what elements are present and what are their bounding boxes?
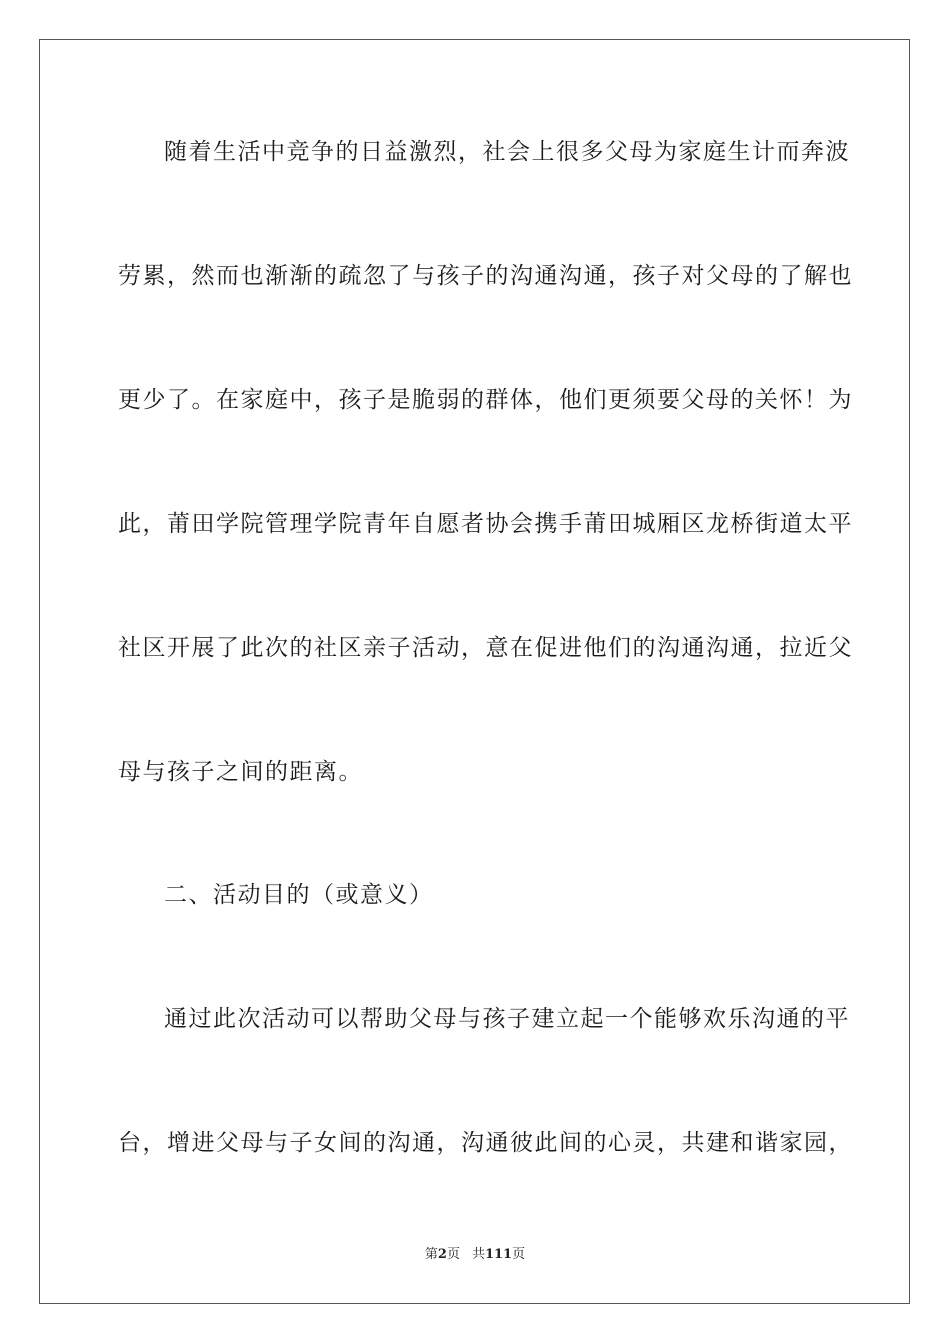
paragraph-line: 劳累，然而也渐渐的疏忽了与孩子的沟通沟通，孩子对父母的了解也 <box>118 263 853 289</box>
page-frame <box>39 39 910 1304</box>
page-label-prefix: 第 <box>424 1247 438 1262</box>
page-number: 2 <box>437 1247 447 1262</box>
page-footer <box>0 1246 950 1264</box>
total-label-prefix: 共 <box>471 1247 485 1262</box>
section-heading: 二、活动目的（或意义） <box>164 882 434 908</box>
paragraph-line: 更少了。在家庭中，孩子是脆弱的群体，他们更须要父母的关怀！为 <box>118 387 853 413</box>
paragraph-line: 此，莆田学院管理学院青年自愿者协会携手莆田城厢区龙桥街道太平 <box>118 511 853 537</box>
page-label-suffix: 页 <box>446 1247 460 1262</box>
paragraph-line: 社区开展了此次的社区亲子活动，意在促进他们的沟通沟通，拉近父 <box>118 635 853 661</box>
paragraph-line: 台，增进父母与子女间的沟通，沟通彼此间的心灵，共建和谐家园， <box>118 1130 853 1156</box>
paragraph-line: 随着生活中竞争的日益激烈，社会上很多父母为家庭生计而奔波 <box>164 139 850 165</box>
total-pages: 111 <box>484 1247 513 1262</box>
paragraph-line: 母与孩子之间的距离。 <box>118 759 363 785</box>
paragraph-line: 通过此次活动可以帮助父母与孩子建立起一个能够欢乐沟通的平 <box>164 1006 850 1032</box>
total-label-suffix: 页 <box>512 1247 526 1262</box>
